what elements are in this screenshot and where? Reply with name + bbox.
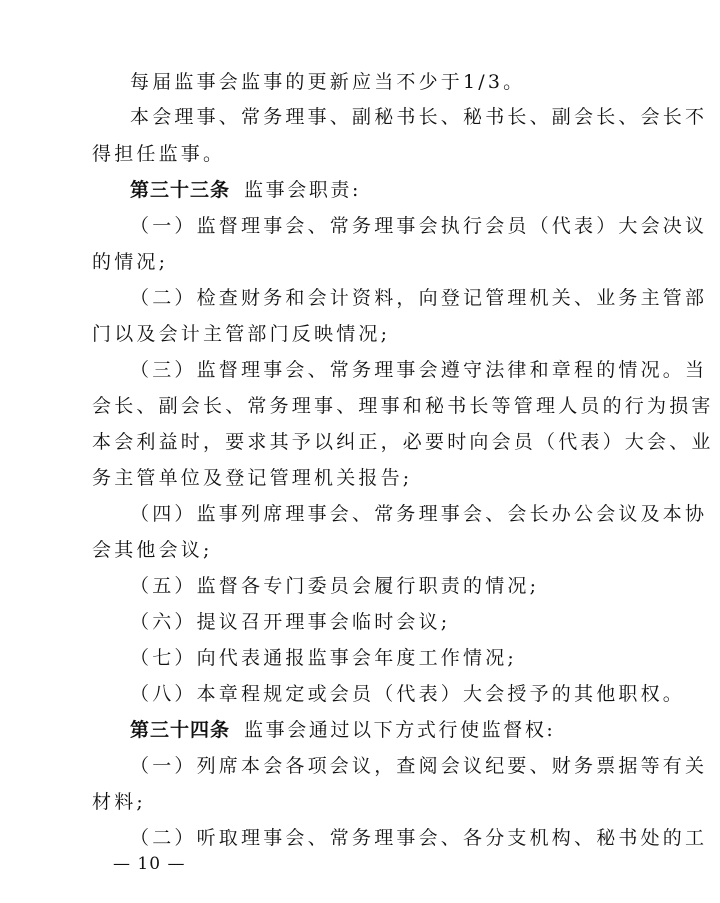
- paragraph-line: 本会理事、常务理事、副秘书长、秘书长、副会长、会长不: [130, 106, 708, 128]
- paragraph-line: （六）提议召开理事会临时会议;: [130, 611, 451, 633]
- paragraph-line: 得担任监事。: [92, 143, 226, 165]
- article-heading: 第三十三条: [130, 179, 231, 201]
- paragraph-line: 会其他会议;: [92, 539, 213, 561]
- paragraph-line: （二）检查财务和会计资料，向登记管理机关、业务主管部: [130, 287, 708, 309]
- paragraph-line: 务主管单位及登记管理机关报告;: [92, 467, 413, 489]
- paragraph-line: （二）听取理事会、常务理事会、各分支机构、秘书处的工: [130, 827, 708, 849]
- paragraph-line: 材料;: [92, 791, 147, 813]
- article-text: 监事会通过以下方式行使监督权:: [244, 719, 556, 741]
- paragraph-line: （七）向代表通报监事会年度工作情况;: [130, 647, 518, 669]
- paragraph-line: （三）监督理事会、常务理事会遵守法律和章程的情况。当: [130, 359, 708, 381]
- paragraph-line: 本会利益时，要求其予以纠正，必要时向会员（代表）大会、业: [92, 431, 714, 453]
- article-34: [130, 718, 632, 742]
- paragraph-line: （五）监督各专门委员会履行职责的情况;: [130, 575, 540, 597]
- page-number: — 10 —: [113, 854, 186, 874]
- paragraph-line: （八）本章程规定或会员（代表）大会授予的其他职权。: [130, 683, 686, 705]
- paragraph-line: 每届监事会监事的更新应当不少于1/3。: [130, 71, 526, 93]
- paragraph-line: 的情况;: [92, 251, 169, 273]
- paragraph-line: 会长、副会长、常务理事、理事和秘书长等管理人员的行为损害: [92, 395, 714, 417]
- article-text: 监事会职责:: [244, 179, 362, 201]
- article-heading: 第三十四条: [130, 719, 231, 741]
- paragraph-line: （一）监督理事会、常务理事会执行会员（代表）大会决议: [130, 215, 708, 237]
- paragraph-line: （四）监事列席理事会、常务理事会、会长办公会议及本协: [130, 503, 708, 525]
- paragraph-line: 门以及会计主管部门反映情况;: [92, 323, 391, 345]
- paragraph-line: （一）列席本会各项会议，查阅会议纪要、财务票据等有关: [130, 755, 708, 777]
- article-33: [130, 178, 632, 202]
